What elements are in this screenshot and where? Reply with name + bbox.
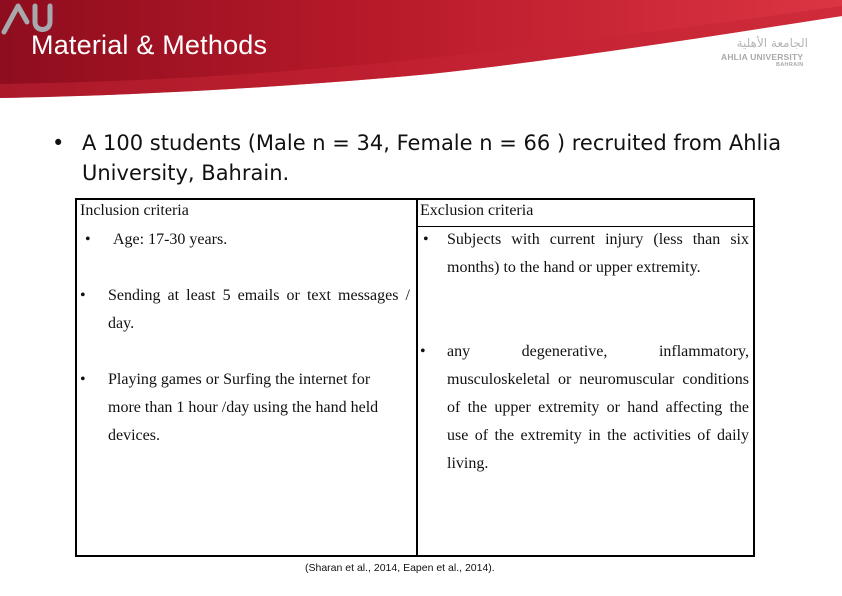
inclusion-item-text: Sending at least 5 emails or text messages / day. <box>108 287 410 332</box>
bullet-marker: • <box>85 231 91 248</box>
inclusion-item-text: Playing games or Surfing the internet for more than 1 hour /day using the hand held devices. <box>108 371 379 444</box>
ahlia-logo-mark <box>0 0 160 40</box>
inclusion-item <box>85 226 405 254</box>
bullet-marker: • <box>52 131 65 155</box>
bullet-marker: • <box>80 287 86 304</box>
logo-arabic-text: الجامعة الأهلية <box>736 36 808 50</box>
criteria-table <box>75 198 755 557</box>
inclusion-heading: Inclusion criteria <box>80 202 189 219</box>
inclusion-item <box>80 282 410 338</box>
header-banner <box>0 0 842 110</box>
exclusion-item <box>423 226 749 282</box>
bullet-marker: • <box>423 231 429 248</box>
exclusion-item-text: Subjects with current injury (less than six months) to the hand or upper extremity. <box>447 231 749 276</box>
slide-title: Material & Methods <box>31 30 268 60</box>
intro-bullet <box>52 128 792 188</box>
logo-country: BAHRAIN <box>776 62 804 68</box>
exclusion-item-text: any degenerative, inflammatory, musculoskeletal or neuromuscular conditions of the upper extremity or hand affecting the use of the extremity in the activities of daily living. <box>447 343 749 472</box>
logo-university-name: AHLIA UNIVERSITY <box>721 52 804 62</box>
intro-text: A 100 students (Male n = 34, Female n = 66 ) recruited from Ahlia University, Bahrain. <box>82 131 782 185</box>
inclusion-item-text: Age: 17-30 years. <box>113 231 228 248</box>
bullet-marker: • <box>420 343 426 360</box>
citation: (Sharan et al., 2014, Eapen et al., 2014). <box>305 562 495 574</box>
inclusion-item <box>80 366 410 450</box>
bullet-marker: • <box>80 371 86 388</box>
exclusion-heading: Exclusion criteria <box>420 202 534 219</box>
exclusion-item <box>420 338 749 478</box>
column-divider <box>416 200 418 555</box>
